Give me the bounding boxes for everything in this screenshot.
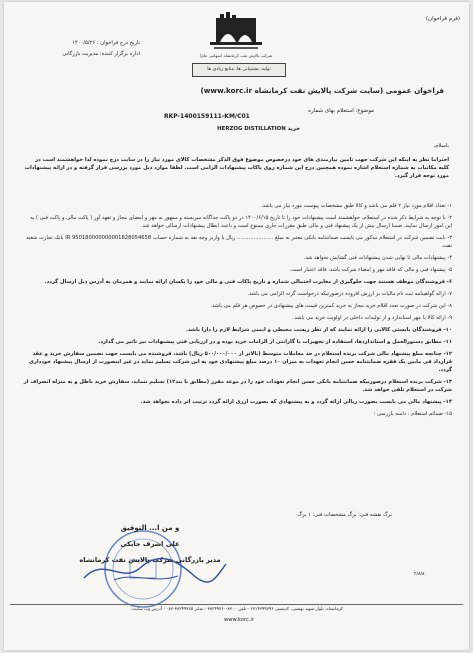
date-label: تاریخ درج فراخوان : ۱۴۰۰/۵/۲۶ [72,40,140,46]
condition-item: ۵- پیشنهاد فنی و مالی که فاقد مهر و امضاء شرکت باشد، فاقد اعتبار است. [289,267,452,273]
form-label: (فرم فراخوان) [425,16,460,22]
condition-item: ۹- ارائه کالا با مهر استاندارد و از تولیدات داخلی در اولویت خرید می باشد. [292,315,452,321]
condition-item: ۲- با توجه به شرایط ذکر شده در استعلام، خواهشمند است پیشنهادات خود را تا تاریخ ۱۴۰۰/۶/۱۵ در دو پاکت جداگانه سربسته و ممهور به مهر و امضای مجاز و تعهد آور ( پاکت مالی و پاکت فنی ) به این امور ارسال نمایید. ضمنا ارسال بیش از یک پیشنهاد فنی و مالی طبق مقررات جاری ممنوع است و باعث ابطال پیشنهادات ارسالی خواهد شد. [30,215,452,229]
company-name-small: شرکت پالایش نفت کرمانشاه (سهامی عام) [199,53,273,58]
closing-line: و من ا... التوفیق [120,524,180,532]
condition-item: ۱- تعداد اقلام مورد نیاز ۲ قلم می باشد و کالا طبق مشخصات پیوست مورد نیاز می باشد. [261,203,452,209]
handwritten-signature [74,550,234,590]
item-name: HERZOG DISTILLATION [217,126,286,132]
condition-item: ۱۲- چنانچه مبلغ پیشنهاد مالی شرکت برنده استعلام در حد معاملات متوسط (بالاتر از ۵۰۰/۰۰۰/۰۰۰ ریال) باشد، فروشنده می بایست جهت تضمین سفارش خرید و عقد قرارداد فی مابین یک فقره ضمانتنامه حسن انجام تعهدات به میزان ۱۰ درصد مبلغ پیشنهادی خود به این شرکت تسلیم نماید در غیر اینصورت از ارسال پیشنهاد خودداری گردد. [29,351,452,373]
item-name-line [180,126,300,132]
signer-name: علی اشرف جابکی [120,540,180,548]
conditions-list [22,202,452,422]
signer-title: مدیر بازرگانی شرکت پالایش نفت کرمانشاه [79,556,221,564]
document-meta [30,38,140,60]
greeting: باسلام، [433,143,449,149]
company-logo [202,12,270,52]
condition-item: ۱۴- پیشنهاد مالی می بایست بصورت ریالی ارائه گردد و به پیشنهادی که بصورت ارزی ارائه گردد ترتیب اثر داده نخواهد شد. [140,399,452,405]
page-title: فراخوان عمومی (سایت شرکت پالایش نفت کرمانشاه www.korc.ir) [200,86,444,95]
condition-item: ۱۳- شرکت برنده استعلام درصورتیکه ضمانتنامه بانکی حسن انجام تعهدات خود را در موعد مقرر (مطابق با بند۱۲) تسلیم ننماید، سفارش خرید باطل و به منزله انصراف از شرکت در استعلام تلقی خواهد شد. [23,379,452,393]
condition-item: ۱۱- مطابق دستورالعمل و استانداردها، استفاده از تجهیزات با گارانتی از الزامات خرید بوده و در ارزیابی فنی پیشنهادات نیز تاثیر می گذارد. [98,339,452,345]
item-label: خرید [287,126,300,132]
intro-paragraph: احتراما نظر به اینکه این شرکت جهت تامین نیازمندی های خود درخصوص موضوع فوق الذکر مشخصات کالای مورد نیاز را در سایت درج نموده لذا خواهشمند است در کلیه مکاتبات به شماره استعلام اشاره نموده همچنین درج این شماره روی پاکات پیشنهادات الزامی است. لطفا موارد ذیل مورد بررسی قرار گرفته و در ارائه پیشنهادات مورد توجه قرار گیرد. [24,157,449,179]
subject-label: موضوع: استعلام بهای شماره [308,108,374,114]
condition-item: ۱۰- فروشندگان بایستی کالایی را ارائه نمایند که از نظر زیست محیطی و ایمنی شرایط لازم را دارا باشد. [185,327,452,333]
condition-item: ۷- ارائه گواهینامه ثبت نام مالیات بر ارزش افزوده درصورتیکه درخواست گردد الزامی می باشد. [247,291,452,297]
condition-item: ۸- این شرکت در صورت تعدد اقلام خرید مجاز به خرید کمترین قیمت های پیشنهادی در خصوص هر قلم می باشد. [210,303,452,309]
footer-divider [10,604,463,605]
document-number: ۲/۸/۸ [414,572,425,577]
condition-item: ۳- بابت تضمین شرکت در استعلام مذکور می بایست ضمانتنامه بانکی معتبر به مبلغ ...................... ریال یا واریز وجه نقد به شماره حساب IR 950180000000001828054658 بانک تجارت شعبه نفت. [26,235,452,249]
document-page [4,2,469,650]
organizer-label: اداره برگزار کننده: مدیریت بازرگانی [62,51,140,57]
condition-item: ۴- پیشنهادات مالی تا نهایی شدن پیشنهادات فنی گشایش نخواهد شد. [303,255,452,261]
condition-item: ۶- فروشندگان موظف هستند جهت جلوگیری از مغایرت احتمالی شماره و تاریخ پاکات فنی و مالی خود را یکسان ارائه نمایند و همزمان به آدرس ذیل ارسال گردد. [44,279,452,285]
footer-address: کرمانشاه، بلوار شهید بهشتی، کدپستی ۶۷۱۴۷۹۹۷۹۶ - تلفن ۸۳۰۰-۳۸۲۴۹۷۶۰ - نمابر ۳۸۲۴۹۷۶۵-۰۸۳ - آدرس وب سایت: [130,607,344,612]
footer-website: www.korc.ir [224,617,254,623]
product-box: تولید، پشتیبانی ها، منابع زیادی ها [192,63,286,77]
attachments-quantity: برگ نقشه فنی: برگ مشخصات فنی: ۱ برگ [297,512,392,518]
condition-item: ۱۵- ضمائم استعلام : دامنه بازرسی : [373,411,452,417]
reference-number: RKP-1400159111-KM/C01 [164,113,250,120]
